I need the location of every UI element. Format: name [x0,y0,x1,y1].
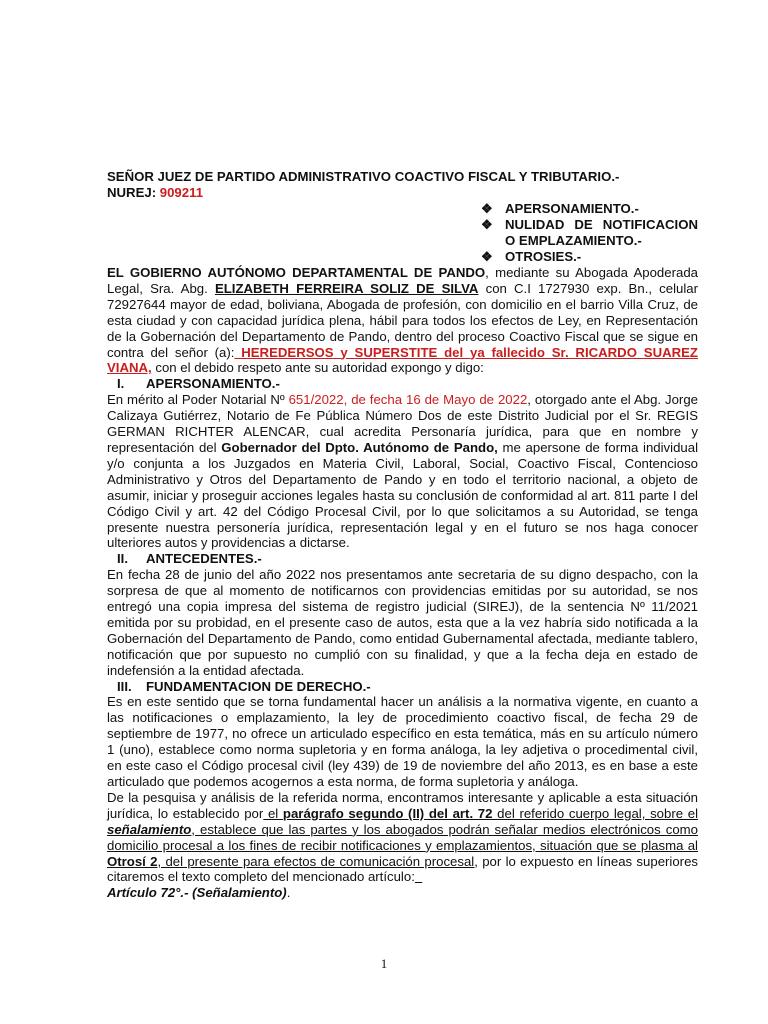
diamond-bullet-icon: ❖ [481,216,493,232]
summary-item: ❖ OTROSIES.- [481,248,582,264]
summary-item: ❖ NULIDAD DE NOTIFICACION [481,216,698,232]
section-paragraph: En fecha 28 de junio del año 2022 nos presentamos ante secretaria de su digno despacho, con la sorpresa de que al momento de notificarnos con providencias emitidas por su autoridad, se nos entregó una copia impresa del sistema de registro judicial (SIREJ), de la sentencia Nº 11/2021 emitida por su probidad, en el presente caso de autos, esta que a la vez habría sido notificada a la Gobernación del Departamento de Pando, como entidad Gubernamental afectada, mediante tablero, notificación que por supuesto no cumplió con su finalidad, y que a la fecha deja en estado de indefensión a la entidad afectada. [107,567,698,678]
intro-paragraph: EL GOBIERNO AUTÓNOMO DEPARTAMENTAL DE PANDO, mediante su Abogada Apoderada Legal, Sra. Abg. ELIZABETH FERREIRA SOLIZ DE SILVA con C.I 1727930 exp. Bn., celular 72927644 mayor de edad, boliviana, Abogada de profesión, con domicilio en el barrio Villa Cruz, de esta ciudad y con capacidad jurídica plena, hábil para todos los efectos de Ley, en Representación de la Gobernación del Departamento de Pando, dentro del proceso Coactivo Fiscal que se sigue en contra del señor (a): HEREDERSOS y SUPERSTITE del ya fallecido Sr. RICARDO SUAREZ VIANA, con el debido respeto ante su autoridad expongo y digo: [107,265,699,376]
section-heading: I. APERSONAMIENTO.- [117,376,280,392]
court-address: SEÑOR JUEZ DE PARTIDO ADMINISTRATIVO COACTIVO FISCAL Y TRIBUTARIO.- [107,169,620,184]
section-heading: III. FUNDAMENTACION DE DERECHO.- [117,678,371,694]
document-body [107,265,698,901]
summary-list [481,201,698,265]
section-heading: II. ANTECEDENTES.- [117,551,262,567]
page-number: 1 [380,956,388,971]
article-citation: Artículo 72°.- (Señalamiento). [107,885,291,901]
diamond-bullet-icon: ❖ [481,248,493,264]
section-paragraph: Es en este sentido que se torna fundamental hacer un análisis a la normativa vigente, en cuanto a las notificaciones o emplazamiento, la ley de procedimiento coactivo fiscal, de fecha 29 de septiembre de 1977, no ofrece un articulado específico en esta temática, más en su artículo número 1 (uno), establece como norma supletoria y en forma análoga, la ley adjetiva o procedimental civil, en este caso el Código procesal civil (ley 439) de 19 de noviembre del año 2013, es en base a este articulado que podemos acogernos a esta norma, de forma supletoria y análoga. [107,694,698,789]
nurej-label: NUREJ: [107,184,157,200]
section-paragraph: De la pesquisa y análisis de la referida norma, encontramos interesante y aplicable a esta situación jurídica, lo establecido por el parágrafo segundo (II) del art. 72 del referido cuerpo legal, sobre el señalamiento, establece que las partes y los abogados podrán señalar medios electrónicos como domicilio procesal a los fines de recibir notificaciones y emplazamientos, situación que se plasma al Otrosí 2, del presente para efectos de comunicación procesal, por lo expuesto en líneas superiores citaremos el texto completo del mencionado artículo: [107,789,699,885]
diamond-bullet-icon: ❖ [481,201,493,216]
summary-item: ❖ APERSONAMIENTO.- [481,201,639,216]
summary-item: O EMPLAZAMIENTO.- [505,232,642,248]
section-paragraph: En mérito al Poder Notarial Nº 651/2022, de fecha 16 de Mayo de 2022, otorgado ante el Abg. Jorge Calizaya Gutiérrez, Notario de Fe Pública Número Dos de este Distrito Judicial por el Sr. REGIS GERMAN RICHTER ALENCAR, cual acredita Personaría jurídica, para que en nombre y representación del Gobernador del Dpto. Autónomo de Pando, me apersone de forma individual y/o conjunta a los Juzgados en Materia Civil, Laboral, Social, Coactivo Fiscal, Contencioso Administrativo y Otros del Departamento de Pando y en todo el territorio nacional, a objeto de asumir, iniciar y proseguir acciones legales hasta su conclusión de conformidad al art. 811 parte I del Código Civil y art. 42 del Código Procesal Civil, por lo que solicitamos a su Autoridad, se tenga presente nuestra personería jurídica, representación legal y en el futuro se nos haga conocer ulteriores autos y providencias a dictarse. [107,392,699,551]
nurej-line [107,185,698,201]
header [107,169,698,201]
nurej-value: 909211 [159,184,204,200]
